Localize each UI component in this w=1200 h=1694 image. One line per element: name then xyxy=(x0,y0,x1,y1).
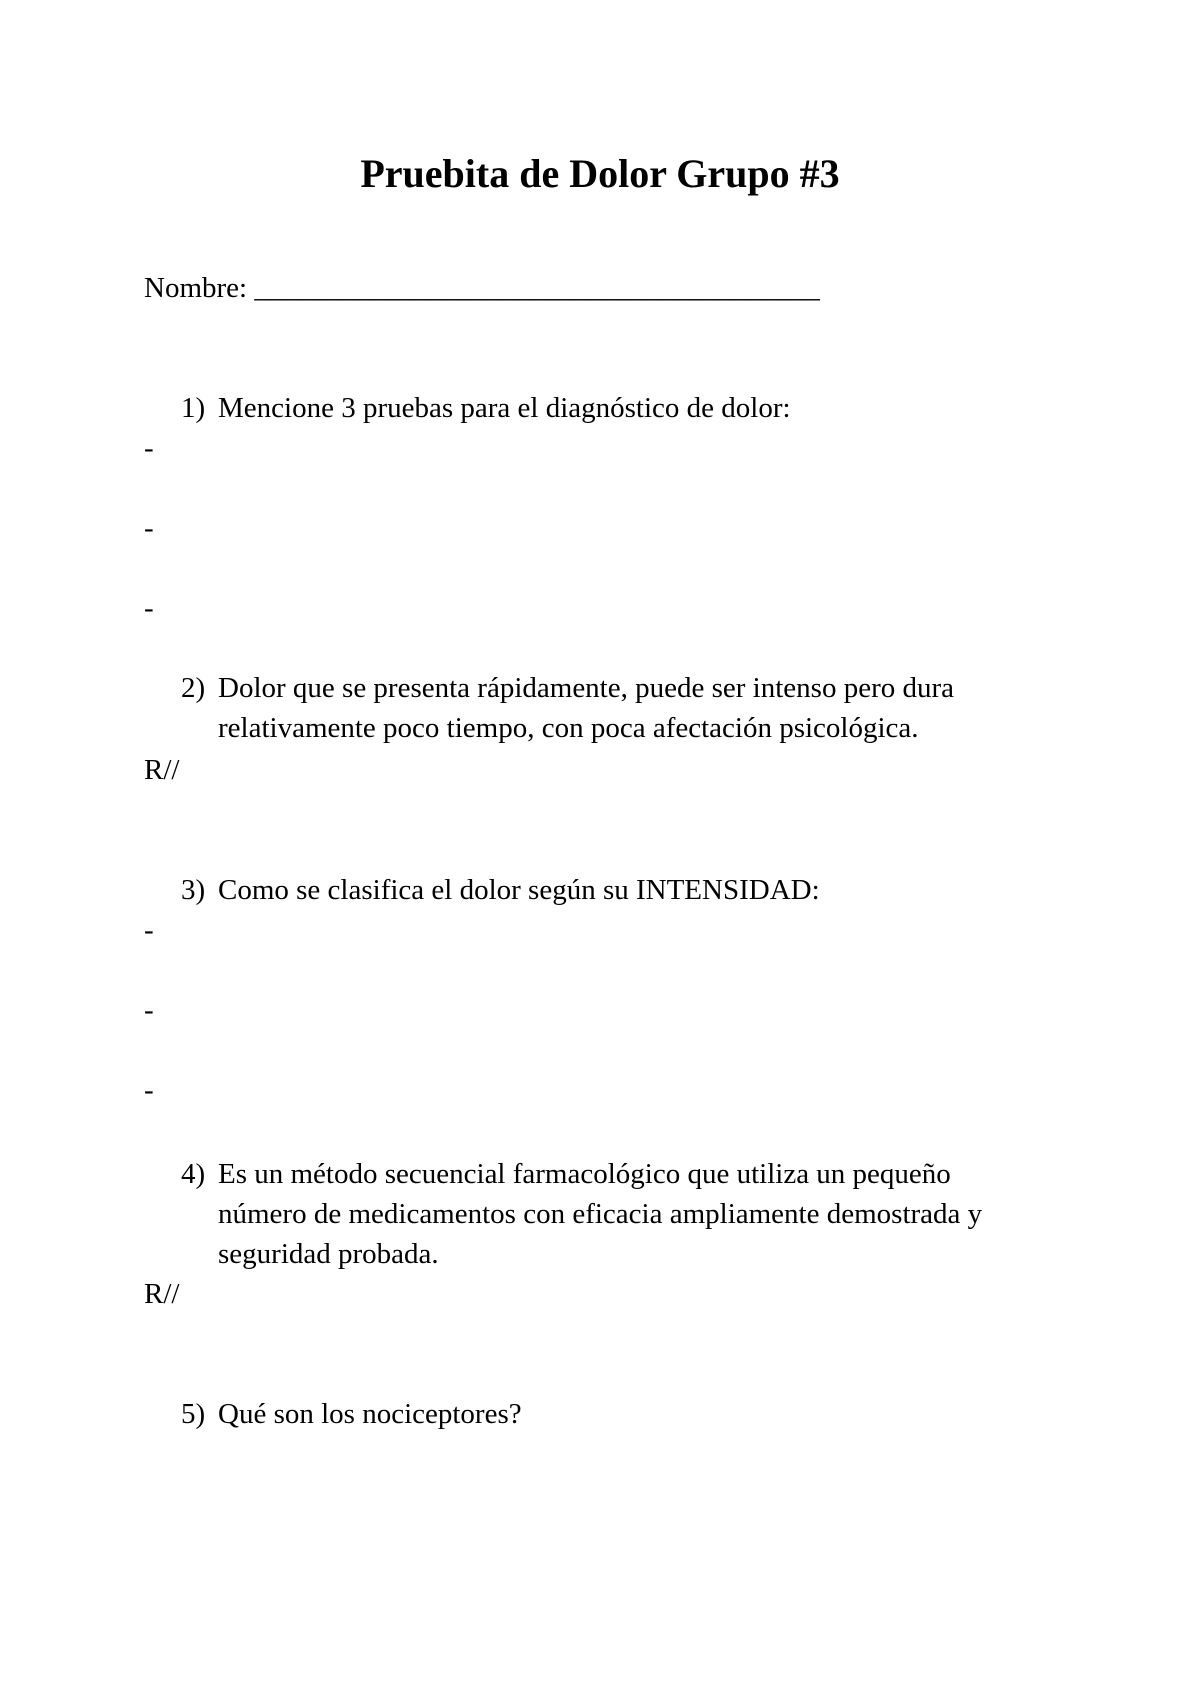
name-label: Nombre: xyxy=(144,272,248,304)
page-title: Pruebita de Dolor Grupo #3 xyxy=(360,151,840,196)
question-5-number: 5) xyxy=(181,1398,206,1430)
question-4-text xyxy=(218,1154,982,1274)
question-1-answer-bullet-3: - xyxy=(144,592,154,624)
question-3-number: 3) xyxy=(181,874,206,906)
question-1-text xyxy=(218,388,791,428)
question-1-number: 1) xyxy=(181,392,206,424)
question-3-answer-bullet-2: - xyxy=(144,994,154,1026)
name-blank-line: _______________________________________ xyxy=(254,272,820,304)
question-2-answer-label: R// xyxy=(144,754,180,786)
question-3-text xyxy=(218,870,820,910)
question-2-line-2: relativamente poco tiempo, con poca afectación psicológica. xyxy=(218,712,919,744)
question-5-text xyxy=(218,1394,522,1434)
question-4-number: 4) xyxy=(181,1158,206,1190)
question-2-number: 2) xyxy=(181,672,206,704)
question-1-answer-bullet-1: - xyxy=(144,432,154,464)
question-1-answer-bullet-2: - xyxy=(144,512,154,544)
question-1-line-1: Mencione 3 pruebas para el diagnóstico de dolor: xyxy=(218,392,791,424)
question-2-text xyxy=(218,668,954,748)
question-3-answer-bullet-1: - xyxy=(144,914,154,946)
question-4-line-3: seguridad probada. xyxy=(218,1238,439,1270)
question-5-line-1: Qué son los nociceptores? xyxy=(218,1398,522,1430)
question-4-line-2: número de medicamentos con eficacia ampliamente demostrada y xyxy=(218,1198,983,1230)
name-field-row xyxy=(144,270,820,306)
question-3-line-1: Como se clasifica el dolor según su INTENSIDAD: xyxy=(218,874,820,906)
question-4-line-1: Es un método secuencial farmacológico que utiliza un pequeño xyxy=(218,1158,951,1190)
question-3-answer-bullet-3: - xyxy=(144,1074,154,1106)
question-4-answer-label: R// xyxy=(144,1278,180,1310)
question-2-line-1: Dolor que se presenta rápidamente, puede ser intenso pero dura xyxy=(218,672,955,704)
